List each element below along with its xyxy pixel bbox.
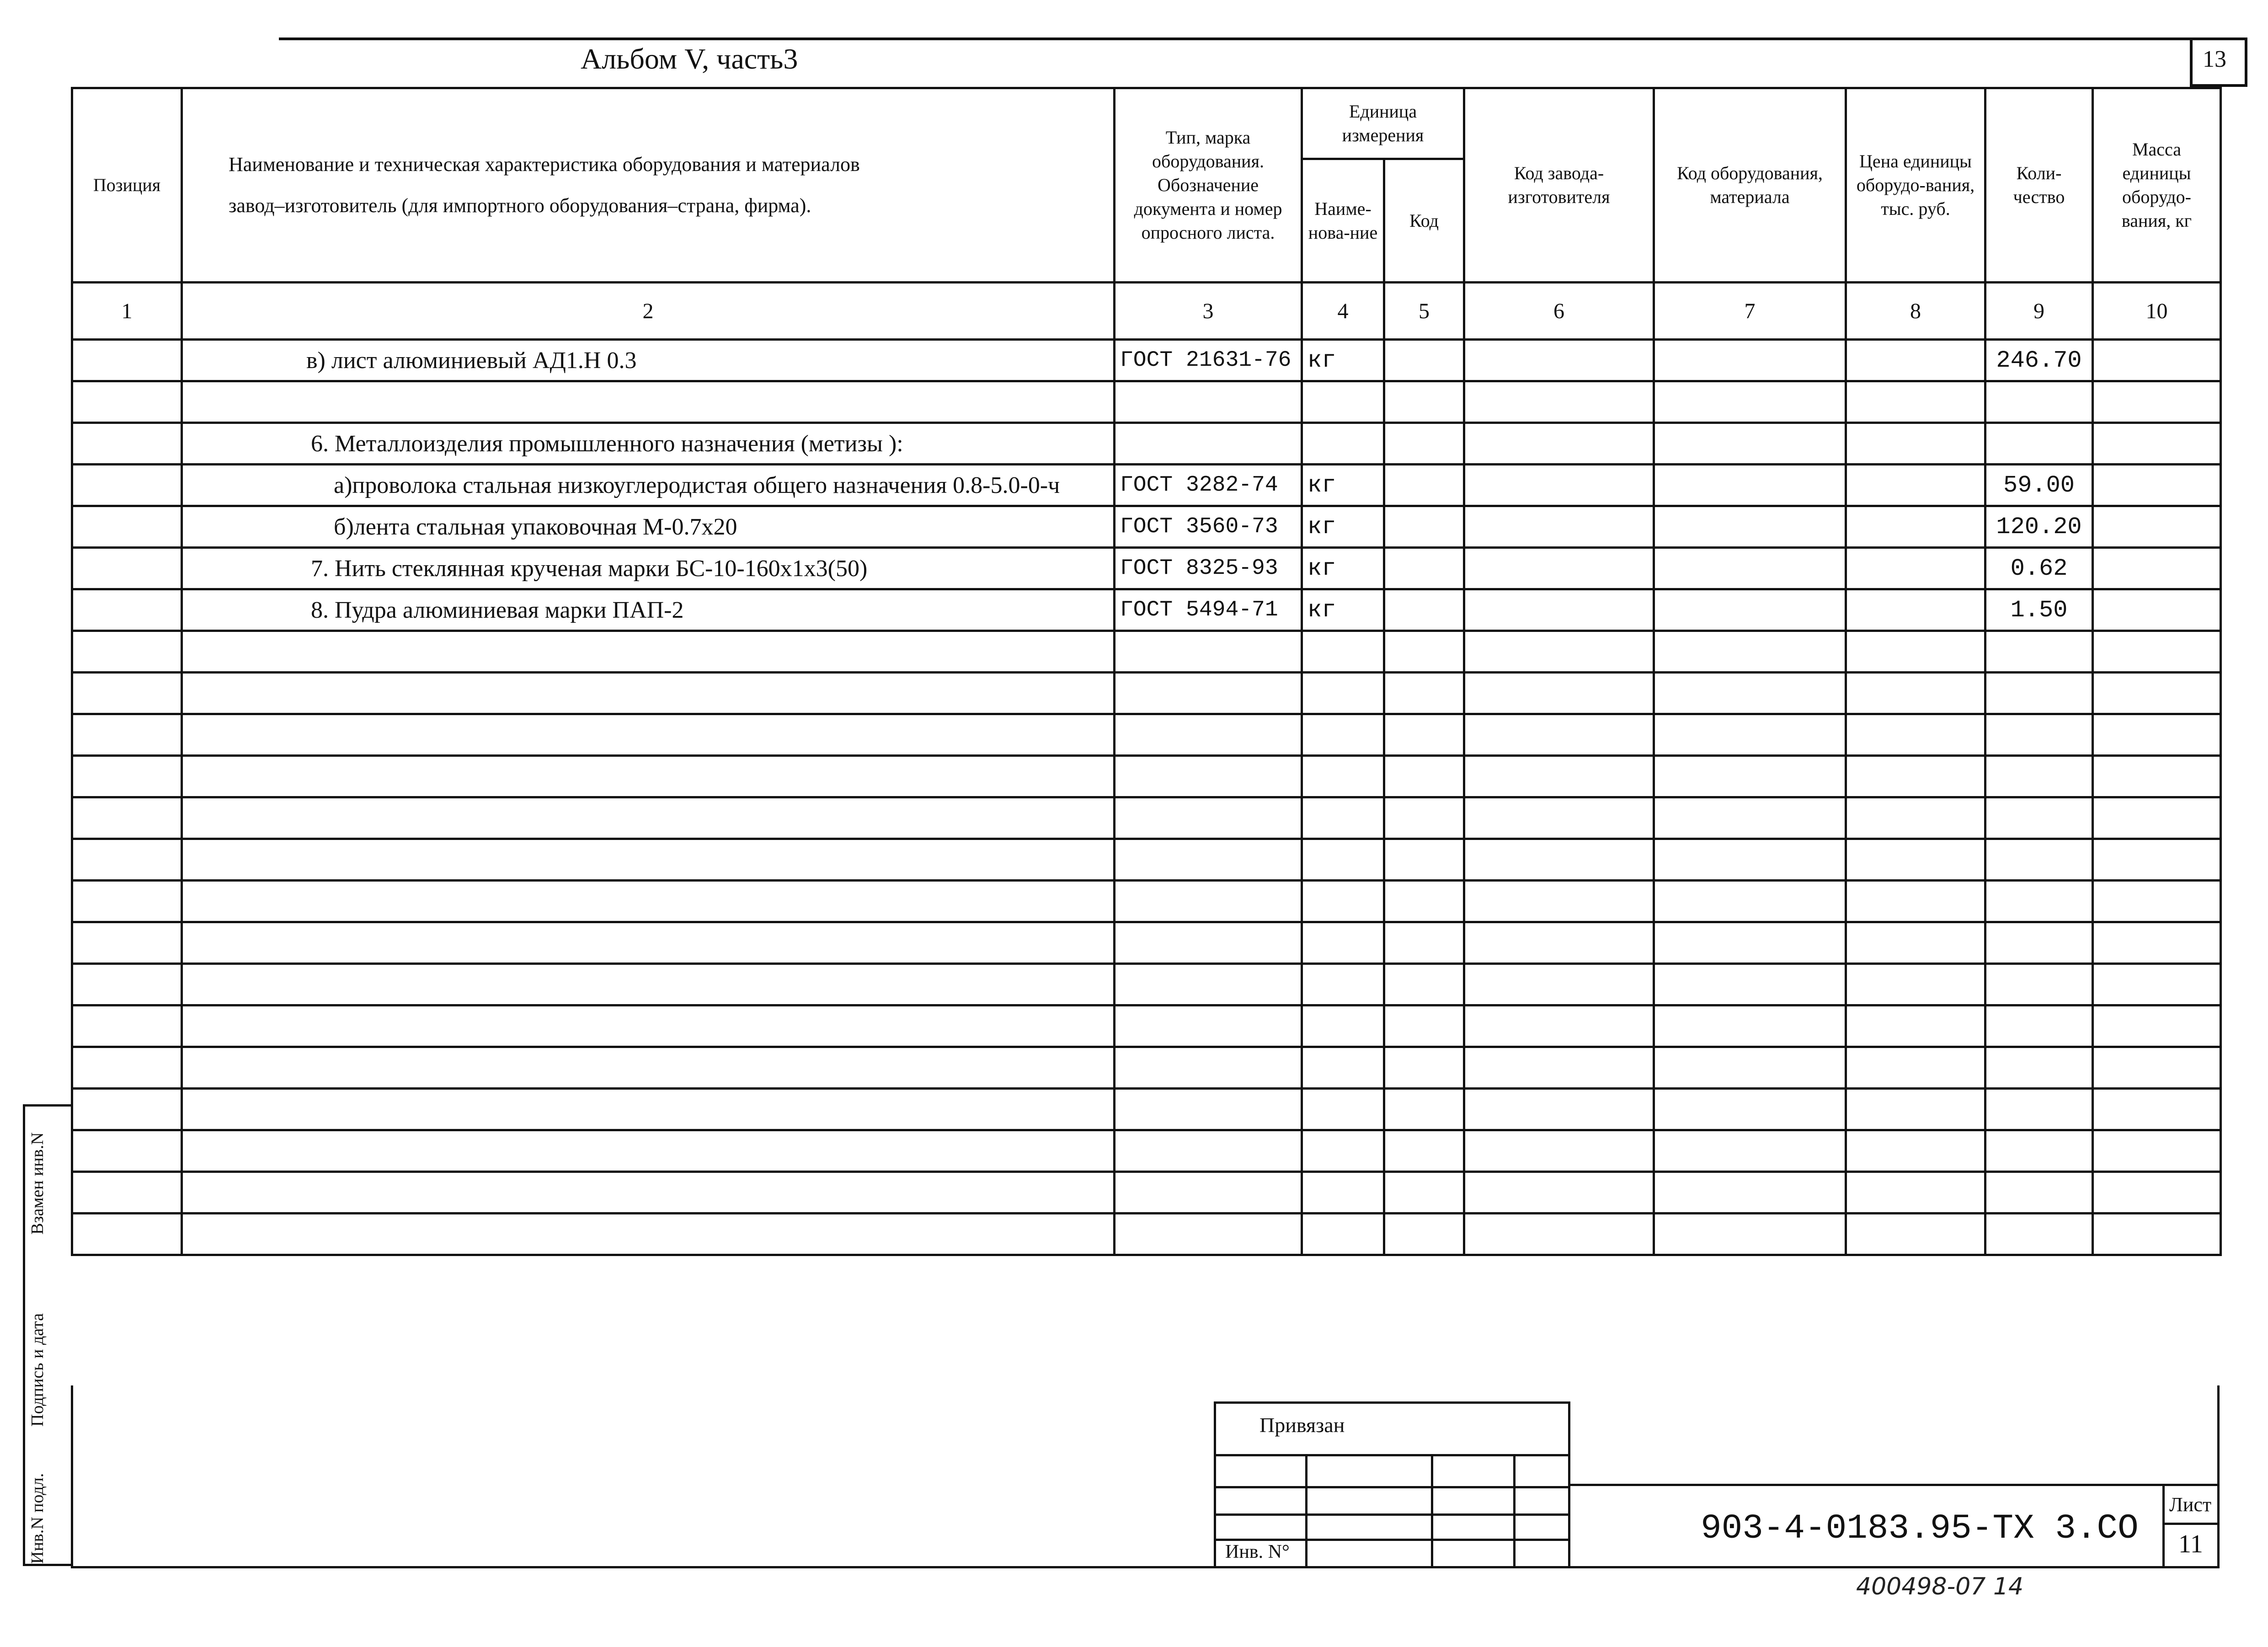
table-row (72, 839, 2221, 881)
table-row (72, 964, 2221, 1005)
corner-number: 13 (2203, 46, 2226, 72)
stamp-divider (1305, 1456, 1307, 1568)
col-unit-code-header: Код (1384, 159, 1464, 283)
col-position-header: Позиция (72, 88, 182, 283)
col-unit-header: Единица измерения (1302, 88, 1464, 159)
item-unit (1302, 423, 1384, 465)
table-row (72, 1089, 2221, 1130)
side-label-signature: Подпись и дата (28, 1313, 47, 1427)
item-qty: 59.00 (1985, 465, 2093, 506)
item-qty: 0.62 (1985, 548, 2093, 589)
table-row (72, 631, 2221, 673)
item-name: а)проволока стальная низкоуглеродистая общего назначения 0.8-5.0-0-ч (182, 465, 1115, 506)
item-qty: 1.50 (1985, 589, 2093, 631)
item-unit: кг (1302, 506, 1384, 548)
stamp-divider (1513, 1456, 1516, 1568)
item-qty (1985, 423, 2093, 465)
side-label-inv: Инв.N подл. (28, 1473, 47, 1564)
table-row (72, 1005, 2221, 1047)
col-number: 1 (72, 283, 182, 340)
item-doc: ГОСТ 21631-76 (1115, 340, 1302, 381)
inventory-label: Инв. N° (1225, 1541, 1290, 1562)
item-qty: 246.70 (1985, 340, 2093, 381)
top-rule (279, 37, 2247, 40)
table-row (72, 1047, 2221, 1089)
archive-number: 400498-07 14 (1856, 1573, 2024, 1600)
title-block-line (1570, 1484, 2220, 1486)
item-doc: ГОСТ 3282-74 (1115, 465, 1302, 506)
item-unit: кг (1302, 340, 1384, 381)
stamp-line (1214, 1513, 1570, 1516)
col-number: 10 (2093, 283, 2221, 340)
col-price-header: Цена единицы оборудо-вания, тыс. руб. (1846, 88, 1985, 283)
item-doc (1115, 423, 1302, 465)
table-row (72, 548, 2221, 589)
item-name: в) лист алюминиевый АД1.Н 0.3 (182, 340, 1115, 381)
col-name-header (182, 88, 1115, 283)
sheet-separator (2162, 1523, 2220, 1525)
table-row (72, 423, 2221, 465)
table-row (72, 756, 2221, 797)
item-doc: ГОСТ 3560-73 (1115, 506, 1302, 548)
stamp-line (1214, 1486, 1570, 1488)
table-row (72, 340, 2221, 381)
item-unit: кг (1302, 589, 1384, 631)
col-number: 9 (1985, 283, 2093, 340)
stamp-divider (1431, 1456, 1433, 1568)
item-name (182, 381, 1115, 423)
col-number: 6 (1464, 283, 1654, 340)
side-label-replaced: Взамен инв.N (28, 1132, 47, 1235)
table-row (72, 797, 2221, 839)
col-number: 8 (1846, 283, 1985, 340)
col-type-header: Тип, марка оборудования. Обозначение документа и номер опросного листа. (1115, 88, 1302, 283)
item-unit: кг (1302, 465, 1384, 506)
sheet-label: Лист (2169, 1493, 2212, 1516)
item-qty (1985, 381, 2093, 423)
album-title: Альбом V, часть3 (581, 43, 798, 75)
table-row (72, 506, 2221, 548)
stamp-title: Привязан (1259, 1413, 1345, 1437)
table-row (72, 1130, 2221, 1172)
table-row (72, 1172, 2221, 1214)
sheet-number: 11 (2178, 1530, 2203, 1558)
table-row (72, 881, 2221, 922)
col-quantity-header: Коли-чество (1985, 88, 2093, 283)
table-row (72, 714, 2221, 756)
table-row (72, 1214, 2221, 1255)
col-number: 2 (182, 283, 1115, 340)
specification-table (71, 87, 2222, 1256)
section-title: 6. Металлоизделия промышленного назначения (метизы ): (182, 423, 1115, 465)
item-doc: ГОСТ 5494-71 (1115, 589, 1302, 631)
item-unit (1302, 381, 1384, 423)
col-unit-name-header: Наиме-нова-ние (1302, 159, 1384, 283)
item-unit: кг (1302, 548, 1384, 589)
item-doc: ГОСТ 8325-93 (1115, 548, 1302, 589)
table-row (72, 381, 2221, 423)
col-mass-header: Масса единицы оборудо-вания, кг (2093, 88, 2221, 283)
col-material-code-header: Код оборудования, материала (1654, 88, 1846, 283)
item-name: б)лента стальная упаковочная М-0.7х20 (182, 506, 1115, 548)
col-number: 4 (1302, 283, 1384, 340)
table-row (72, 673, 2221, 714)
table-row (72, 922, 2221, 964)
item-qty: 120.20 (1985, 506, 2093, 548)
column-numbers-row (72, 283, 2221, 340)
item-name: 8. Пудра алюминиевая марки ПАП-2 (182, 589, 1115, 631)
col-name-header-line1: Наименование и техническая характеристика оборудования и материалов (229, 153, 860, 176)
col-number: 7 (1654, 283, 1846, 340)
stamp-line (1214, 1454, 1570, 1456)
table-row (72, 589, 2221, 631)
col-factory-code-header: Код завода-изготовителя (1464, 88, 1654, 283)
document-code: 903-4-0183.95-ТХ 3.СО (1701, 1509, 2139, 1548)
item-doc (1115, 381, 1302, 423)
col-name-header-line2: завод–изготовитель (для импортного оборудования–страна, фирма). (229, 194, 811, 217)
item-name: 7. Нить стеклянная крученая марки БС-10-160х1х3(50) (182, 548, 1115, 589)
col-number: 5 (1384, 283, 1464, 340)
table-row (72, 465, 2221, 506)
col-number: 3 (1115, 283, 1302, 340)
